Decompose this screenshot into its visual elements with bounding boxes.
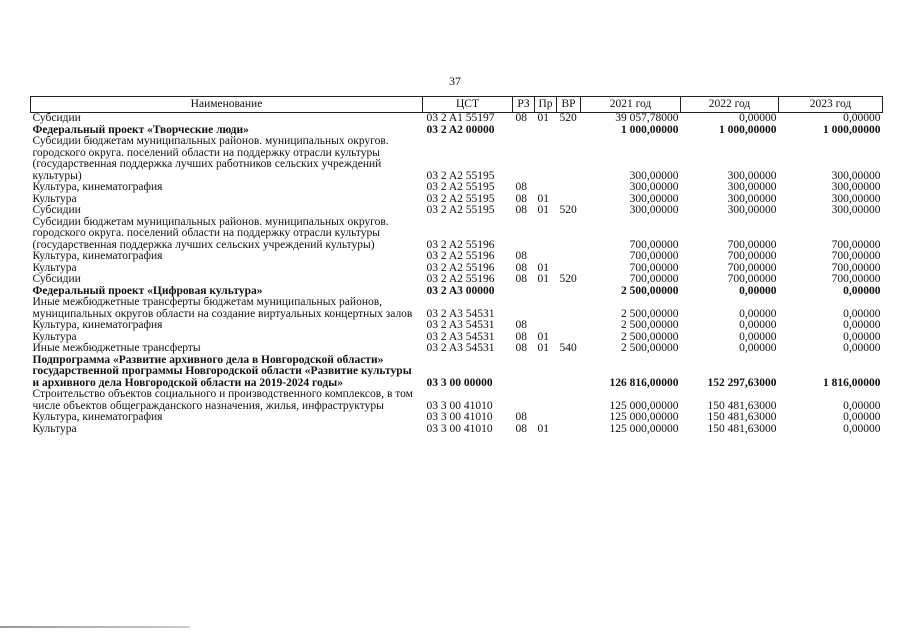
cell-vr — [557, 136, 581, 182]
cell-name: Культура, кинематография — [32, 319, 163, 331]
cell-rz — [513, 355, 535, 390]
cell-vr — [557, 412, 581, 424]
header-cst: ЦСТ — [423, 97, 513, 113]
cell-cst: 03 2 A3 54531 — [426, 342, 495, 354]
table-row — [31, 136, 883, 182]
cell-y2021: 125 000,00000 — [609, 399, 679, 412]
cell-cst: 03 3 00 41010 — [426, 422, 493, 435]
cell-pr — [535, 320, 557, 332]
cell-y2023: 0,00000 — [843, 284, 881, 297]
cell-rz — [513, 136, 535, 182]
cell-pr: 01 — [537, 273, 549, 285]
cell-cst: 03 2 A3 54531 — [426, 319, 495, 331]
cell-y2022: 700,00000 — [727, 273, 777, 285]
cell-y2022: 150 481,63000 — [707, 399, 777, 412]
cell-pr: 01 — [537, 422, 549, 435]
cell-vr: 520 — [559, 273, 577, 285]
cell-name: Культура, кинематография — [32, 411, 163, 423]
cell-rz: 08 — [515, 422, 527, 435]
cell-y2022: 150 481,63000 — [707, 422, 777, 435]
cell-cst: 03 2 A3 54531 — [426, 330, 495, 343]
cell-name: Культура — [32, 330, 77, 343]
cell-y2022: 300,00000 — [727, 192, 777, 205]
cell-y2021: 700,00000 — [629, 238, 679, 251]
table-row — [31, 205, 883, 217]
cell-name: Культура — [32, 261, 77, 274]
table-row — [31, 251, 883, 263]
cell-y2021: 125 000,00000 — [609, 422, 679, 435]
cell-name: Культура, кинематография — [32, 181, 163, 193]
cell-pr: 01 — [537, 330, 549, 343]
cell-y2021: 300,00000 — [629, 204, 679, 216]
cell-cst: 03 2 A2 55196 — [426, 238, 495, 251]
table-row — [31, 297, 883, 320]
cell-y2022: 300,00000 — [727, 169, 777, 182]
cell-y2022: 150 481,63000 — [707, 411, 777, 423]
cell-y2021: 300,00000 — [629, 169, 679, 182]
cell-vr — [557, 286, 581, 298]
cell-pr: 01 — [537, 112, 549, 124]
cell-vr — [557, 125, 581, 137]
cell-name: Федеральный проект «Цифровая культура» — [32, 284, 263, 297]
cell-y2023: 0,00000 — [843, 330, 881, 343]
cell-y2023: 300,00000 — [831, 204, 881, 216]
cell-rz — [513, 297, 535, 320]
cell-pr — [535, 389, 557, 412]
cell-y2022: 0,00000 — [739, 307, 777, 320]
cell-y2023: 300,00000 — [831, 192, 881, 205]
cell-y2022: 0,00000 — [739, 330, 777, 343]
cell-vr — [557, 182, 581, 194]
cell-y2021: 700,00000 — [629, 273, 679, 285]
cell-y2021: 125 000,00000 — [609, 411, 679, 423]
cell-vr: 520 — [559, 204, 577, 216]
cell-rz: 08 — [515, 204, 527, 216]
cell-name: Культура — [32, 192, 77, 205]
cell-cst: 03 2 A2 55196 — [426, 273, 495, 285]
cell-pr: 01 — [537, 204, 549, 216]
cell-y2021: 2 500,00000 — [621, 342, 679, 354]
cell-y2022: 700,00000 — [727, 261, 777, 274]
cell-pr — [535, 286, 557, 298]
cell-rz — [513, 125, 535, 137]
table-row — [31, 424, 883, 436]
cell-rz: 08 — [515, 342, 527, 354]
cell-y2021: 2 500,00000 — [621, 284, 679, 297]
cell-y2022: 700,00000 — [727, 238, 777, 251]
cell-y2021: 39 057,78000 — [615, 112, 679, 124]
cell-cst: 03 2 A2 55196 — [426, 250, 495, 262]
cell-y2021: 700,00000 — [629, 250, 679, 262]
cell-y2023: 1 816,00000 — [823, 376, 881, 389]
cell-y2022: 300,00000 — [727, 181, 777, 193]
cell-name: Субсидии — [32, 204, 81, 216]
cell-name: Культура — [32, 422, 77, 435]
cell-y2023: 300,00000 — [831, 181, 881, 193]
cell-y2022: 0,00000 — [739, 112, 777, 124]
cell-rz: 08 — [515, 319, 527, 331]
cell-rz: 08 — [515, 181, 527, 193]
table-row — [31, 274, 883, 286]
cell-pr: 01 — [537, 192, 549, 205]
cell-vr: 520 — [559, 112, 577, 124]
cell-cst: 03 2 A1 55197 — [426, 112, 495, 124]
header-rz: РЗ — [513, 97, 535, 113]
cell-pr — [535, 412, 557, 424]
cell-cst: 03 3 00 41010 — [426, 399, 493, 412]
cell-rz: 08 — [515, 411, 527, 423]
cell-cst: 03 2 A2 55195 — [426, 192, 495, 205]
table-row — [31, 113, 883, 125]
cell-y2023: 700,00000 — [831, 273, 881, 285]
cell-pr — [535, 217, 557, 252]
cell-cst: 03 3 00 00000 — [426, 376, 493, 389]
cell-y2021: 300,00000 — [629, 181, 679, 193]
cell-vr — [557, 251, 581, 263]
cell-cst: 03 2 A2 55195 — [426, 181, 495, 193]
page-number: 37 — [449, 74, 461, 88]
cell-y2022: 300,00000 — [727, 204, 777, 216]
cell-name: Субсидии — [32, 112, 81, 124]
cell-vr — [557, 424, 581, 436]
cell-y2021: 300,00000 — [629, 192, 679, 205]
cell-y2023: 0,00000 — [843, 422, 881, 435]
cell-rz: 08 — [515, 250, 527, 262]
cell-y2023: 300,00000 — [831, 169, 881, 182]
cell-y2022: 0,00000 — [739, 319, 777, 331]
cell-y2023: 0,00000 — [843, 399, 881, 412]
cell-name: Субсидии бюджетам муниципальных районов. муниципальных округов. городского округа. поселений области на поддержку отрасли культуры (государственная поддержка лучших сельских учреждений культуры) — [32, 215, 389, 251]
header-name: Наименование — [31, 97, 423, 113]
cell-y2023: 700,00000 — [831, 250, 881, 262]
cell-vr: 540 — [559, 342, 577, 354]
header-2021: 2021 год — [581, 97, 681, 113]
cell-pr — [535, 125, 557, 137]
header-2022: 2022 год — [681, 97, 779, 113]
table-row — [31, 389, 883, 412]
table-row — [31, 355, 883, 390]
cell-name: Субсидии бюджетам муниципальных районов. муниципальных округов. городского округа. поселений области на поддержку отрасли культуры (государственная поддержка лучших работников сельских учреждений культуры) — [32, 135, 389, 182]
cell-pr — [535, 182, 557, 194]
header-vr: ВР — [557, 97, 581, 113]
cell-vr — [557, 297, 581, 320]
scan-edge-line — [0, 626, 190, 628]
header-2023: 2023 год — [779, 97, 883, 113]
cell-name: Подпрограмма «Развитие архивного дела в Новгородской области» государственной программы Новгородской области «Развитие культуры и архивного дела Новгородской области на 2019-2024 годы» — [32, 353, 412, 389]
cell-y2023: 0,00000 — [843, 307, 881, 320]
cell-y2022: 1 000,00000 — [719, 123, 777, 136]
cell-cst: 03 2 A3 54531 — [426, 307, 495, 320]
cell-y2021: 700,00000 — [629, 261, 679, 274]
cell-name: Федеральный проект «Творческие люди» — [32, 123, 249, 136]
cell-vr — [557, 320, 581, 332]
cell-cst: 03 2 A2 55195 — [426, 169, 495, 182]
cell-name: Субсидии — [32, 273, 81, 285]
cell-y2023: 1 000,00000 — [823, 123, 881, 136]
cell-pr — [535, 251, 557, 263]
cell-vr — [557, 217, 581, 252]
table-header-row — [31, 97, 883, 113]
table-row — [31, 412, 883, 424]
cell-pr — [535, 136, 557, 182]
cell-y2021: 126 816,00000 — [609, 376, 679, 389]
cell-y2023: 0,00000 — [843, 319, 881, 331]
cell-vr — [557, 355, 581, 390]
cell-cst: 03 3 00 41010 — [426, 411, 493, 423]
cell-y2022: 0,00000 — [739, 284, 777, 297]
cell-rz — [513, 217, 535, 252]
cell-y2023: 0,00000 — [843, 342, 881, 354]
cell-cst: 03 2 A2 00000 — [426, 123, 495, 136]
cell-name: Иные межбюджетные трансферты — [32, 342, 201, 354]
table-row — [31, 217, 883, 252]
table-body — [31, 113, 883, 436]
cell-rz — [513, 286, 535, 298]
cell-name: Строительство объектов социального и производственного комплексов, в том числе объектов общегражданского назначения, жилья, инфраструктуры — [32, 388, 413, 412]
cell-pr: 01 — [537, 261, 549, 274]
cell-rz: 08 — [515, 261, 527, 274]
cell-cst: 03 2 A2 55195 — [426, 204, 495, 216]
cell-y2021: 1 000,00000 — [621, 123, 679, 136]
cell-name: Культура, кинематография — [32, 250, 163, 262]
cell-pr — [535, 297, 557, 320]
cell-y2021: 2 500,00000 — [621, 307, 679, 320]
cell-pr: 01 — [537, 342, 549, 354]
cell-vr — [557, 389, 581, 412]
cell-y2023: 0,00000 — [843, 411, 881, 423]
table-row — [31, 182, 883, 194]
cell-name: Иные межбюджетные трансферты бюджетам муниципальных районов, муниципальных округов области на создание виртуальных концертных залов — [32, 296, 413, 320]
cell-y2021: 2 500,00000 — [621, 319, 679, 331]
budget-table — [30, 96, 883, 435]
cell-rz: 08 — [515, 112, 527, 124]
cell-rz: 08 — [515, 273, 527, 285]
cell-y2023: 0,00000 — [843, 112, 881, 124]
cell-rz: 08 — [515, 192, 527, 205]
cell-cst: 03 2 A3 00000 — [426, 284, 495, 297]
cell-y2023: 700,00000 — [831, 238, 881, 251]
cell-pr — [535, 355, 557, 390]
cell-cst: 03 2 A2 55196 — [426, 261, 495, 274]
header-pr: Пр — [535, 97, 557, 113]
cell-y2023: 700,00000 — [831, 261, 881, 274]
cell-y2022: 0,00000 — [739, 342, 777, 354]
table-row — [31, 320, 883, 332]
cell-rz: 08 — [515, 330, 527, 343]
cell-rz — [513, 389, 535, 412]
cell-y2022: 700,00000 — [727, 250, 777, 262]
table-row — [31, 343, 883, 355]
cell-y2022: 152 297,63000 — [707, 376, 777, 389]
cell-y2021: 2 500,00000 — [621, 330, 679, 343]
